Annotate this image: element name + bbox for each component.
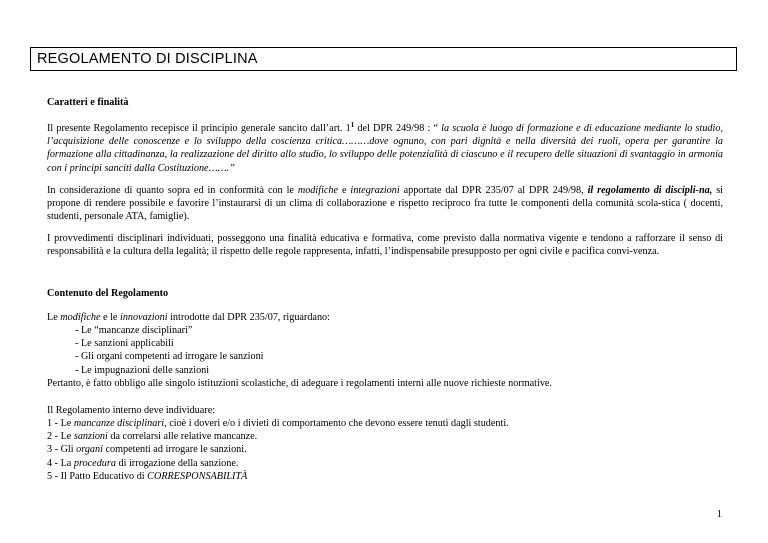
- p2-e: e: [338, 185, 351, 196]
- heading-contenuto: Contenuto del Regolamento: [47, 288, 169, 299]
- item-suffix: competenti ad irrogare le sanzioni.: [102, 444, 247, 456]
- p1-text-a: Il presente Regolamento recepisce il principio generale sancito dall’art. 1: [47, 123, 351, 134]
- list-item: [47, 470, 723, 483]
- paragraph-modifiche: [47, 311, 723, 324]
- item-emphasis: organi: [76, 444, 103, 456]
- footnote-ref: 1: [350, 121, 355, 129]
- paragraph-principio: [47, 122, 723, 175]
- list-item: - Gli organi competenti ad irrogare le sanzioni: [75, 351, 264, 363]
- item-emphasis: procedura: [73, 457, 116, 469]
- p4-modifiche: modifiche: [60, 312, 101, 323]
- p2-modifiche: modifiche: [297, 185, 339, 196]
- list-item: [47, 430, 723, 443]
- paragraph-provvedimenti: I provvedimenti disciplinari individuati, posseggono una finalità educativa e formativa, come previsto dalla normativa vigente e tendono a rafforzare il senso di responsabilità e la cultura della legalità; il rispetto delle regole rappresenta, infatti, l’indispensabile presupposto per ogni civile e pacifica convi-venza.: [47, 233, 723, 258]
- p2-text-a: In considerazione di quanto sopra ed in conformità con le: [47, 185, 298, 196]
- item-emphasis: sanzioni: [73, 431, 108, 443]
- item-prefix: 5 - Il Patto Educativo di: [47, 470, 148, 482]
- list-item: - Le “mancanze disciplinari”: [75, 325, 193, 336]
- page-number: 1: [716, 509, 722, 520]
- item-emphasis: mancanze disciplinari: [73, 418, 165, 429]
- item-emphasis: CORRESPONSABILITÀ: [147, 470, 248, 482]
- p2-bold: il regolamento di discipli-na,: [587, 185, 713, 196]
- list-item: - Le impugnazioni delle sanzioni: [75, 364, 210, 376]
- paragraph-considerazione: [47, 184, 723, 224]
- p4-text-b: introdotte dal DPR 235/07, riguardano:: [167, 312, 330, 323]
- list-item: [47, 443, 723, 456]
- document-title: REGOLAMENTO DI DISCIPLINA: [30, 47, 737, 71]
- p4-text-a: Le: [47, 312, 61, 323]
- item-prefix: 2 - Le: [47, 431, 74, 443]
- item-prefix: 3 - Gli: [47, 444, 77, 456]
- paragraph-pertanto: Pertanto, è fatto obbligo alle singolo istituzioni scolastiche, di adeguare i regolamenti interni alle nuove richieste normative.: [47, 378, 552, 389]
- paragraph-individuare: Il Regolamento interno deve individuare:: [47, 405, 216, 416]
- list-item: [47, 457, 723, 470]
- list-regolamento: [47, 417, 723, 483]
- p2-integrazioni: integrazioni: [350, 185, 400, 196]
- item-suffix: , cioè i doveri e/o i divieti di comportamento che devono essere tenuti dagli studenti.: [164, 418, 509, 429]
- heading-caratteri: Caratteri e finalità: [47, 97, 129, 108]
- p4-innovazioni: innovazioni: [120, 312, 168, 323]
- list-item: [47, 417, 723, 430]
- p1-quote: la scuola è luogo di formazione e di educazione mediante lo studio, l’acquisizione delle conoscenze e lo sviluppo della coscienza critica………dove ognuno, con pari dignità e nella diversità dei ruoli, opera per garantire la formazione alla cittadinanza, la realizzazione del diritto allo studio, lo sviluppo delle potenzialità di ciascuno e il recupero delle situazioni di svantaggio in armonia con i principi sanciti dalla Costituzione…….”: [47, 123, 723, 174]
- item-suffix: di irrogazione della sanzione.: [115, 457, 239, 469]
- list-riguardano: [47, 324, 751, 377]
- p4-e: e le: [100, 312, 120, 323]
- item-suffix: da correlarsi alle relative mancanze.: [107, 431, 258, 443]
- p1-text-b: del DPR 249/98 : “: [354, 123, 442, 134]
- list-item: - Le sanzioni applicabili: [75, 338, 174, 350]
- p2-text-b: apportate dal DPR 235/07 al DPR 249/98,: [399, 185, 588, 196]
- item-prefix: 1 - Le: [47, 418, 74, 429]
- p2-text-c: si propone di rendere possibile e favorire l’instaurarsi di un clima di collaborazione e rispetto reciproco fra tutte le componenti della comunità scola-stica ( docenti, studenti, personale ATA, famiglie).: [47, 185, 723, 223]
- item-prefix: 4 - La: [47, 457, 74, 469]
